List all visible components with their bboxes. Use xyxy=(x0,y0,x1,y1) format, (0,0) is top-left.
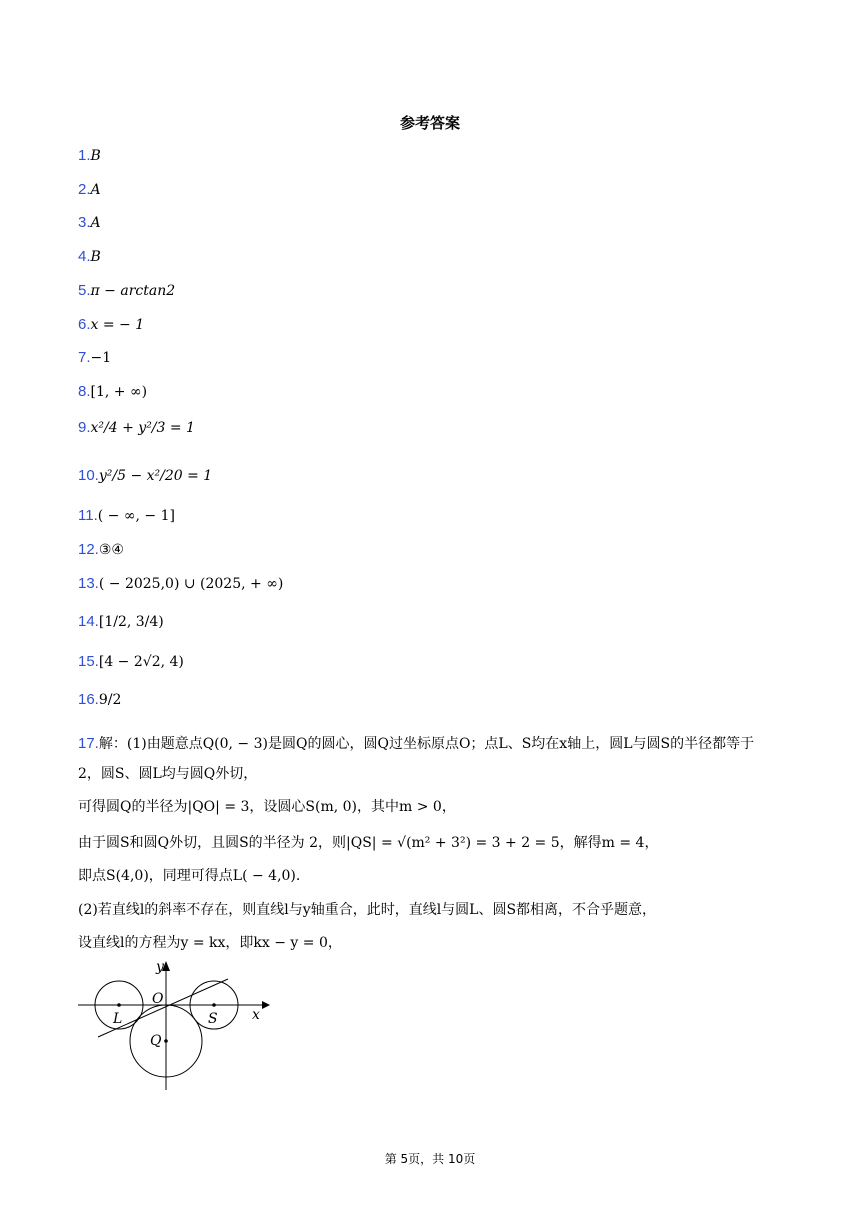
answer-text: π − arctan2 xyxy=(90,283,176,299)
answer-12 xyxy=(78,540,124,560)
answer-7 xyxy=(78,348,111,368)
answer-16 xyxy=(78,690,121,710)
answer-text: ③④ xyxy=(98,542,124,558)
answer-number: 15. xyxy=(78,653,99,670)
page-title: 参考答案 xyxy=(399,114,460,132)
answer-6 xyxy=(78,315,144,335)
answer-text: x = − 1 xyxy=(90,317,145,333)
geometry-figure xyxy=(72,955,272,1095)
answer-text: x²/4 + y²/3 = 1 xyxy=(90,420,195,436)
answer-text: B xyxy=(90,148,101,164)
label-S: S xyxy=(208,1011,218,1027)
answer-text: ( − 2025,0) ∪ (2025, + ∞) xyxy=(98,576,284,592)
label-y: y xyxy=(156,959,164,975)
answer-3 xyxy=(78,213,101,233)
answer-15 xyxy=(78,652,184,672)
solution-line-4: 由于圆S和圆Q外切，且圆S的半径为 2，则|QS| = √(m² + 3²) = 3 + 2 = 5，解得m = 4， xyxy=(78,835,659,851)
label-Q: Q xyxy=(150,1033,162,1049)
answer-text: A xyxy=(90,215,101,231)
answer-text: ( − ∞, − 1] xyxy=(97,508,175,524)
solution-line-3: 可得圆Q的半径为|QO| = 3，设圆心S(m, 0)，其中m > 0， xyxy=(78,799,456,815)
answer-14 xyxy=(78,612,164,632)
answer-text: 9/2 xyxy=(98,692,122,708)
solution-number: 17. xyxy=(78,735,99,752)
answer-4 xyxy=(78,247,101,267)
solution-line-5: 即点S(4,0)，同理可得点L( − 4,0). xyxy=(78,868,301,884)
answer-9 xyxy=(78,418,195,438)
point-S xyxy=(212,1003,216,1007)
answer-1 xyxy=(78,146,101,166)
answer-text: [1/2, 3/4) xyxy=(98,614,164,630)
label-L: L xyxy=(113,1011,123,1027)
answer-number: 13. xyxy=(78,575,99,592)
answer-number: 11. xyxy=(78,507,98,524)
x-axis-arrow xyxy=(262,1001,270,1009)
answer-number: 10. xyxy=(78,467,99,484)
answer-11 xyxy=(78,506,175,526)
answer-number: 16. xyxy=(78,691,99,708)
answer-text: [1, + ∞) xyxy=(90,384,148,400)
answer-2 xyxy=(78,180,101,200)
answer-text: −1 xyxy=(90,350,112,366)
answer-number: 3. xyxy=(78,214,91,231)
answer-number: 14. xyxy=(78,613,99,630)
solution-line-2: 2，圆S、圆L均与圆Q外切， xyxy=(78,766,258,782)
solution-line-6: (2)若直线l的斜率不存在，则直线l与y轴重合，此时，直线l与圆L、圆S都相离，不合乎题意， xyxy=(78,902,657,918)
answer-number: 6. xyxy=(78,316,91,333)
answer-number: 2. xyxy=(78,181,91,198)
answer-text: B xyxy=(90,249,101,265)
answer-text: y²/5 − x²/20 = 1 xyxy=(98,468,213,484)
answer-text: [4 − 2√2, 4) xyxy=(98,654,184,670)
answer-number: 8. xyxy=(78,383,91,400)
label-O: O xyxy=(152,991,164,1007)
answer-number: 12. xyxy=(78,541,99,558)
answer-13 xyxy=(78,574,283,594)
point-Q xyxy=(164,1039,168,1043)
answer-5 xyxy=(78,281,175,301)
answer-text: A xyxy=(90,182,101,198)
answer-number: 9. xyxy=(78,419,91,436)
solution-line-1: 17.解：(1)由题意点Q(0, − 3)是圆Q的圆心，圆Q过坐标原点O；点L、S均在x轴上，圆L与圆S的半径都等于 xyxy=(78,735,755,752)
answer-number: 4. xyxy=(78,248,91,265)
solution-line-7: 设直线l的方程为y = kx，即kx − y = 0， xyxy=(78,935,342,951)
page-footer: 第 5页，共 10页 xyxy=(384,1152,476,1166)
answer-8 xyxy=(78,382,147,402)
answer-10 xyxy=(78,466,212,486)
label-x: x xyxy=(252,1007,260,1023)
answer-number: 7. xyxy=(78,349,91,366)
answer-number: 1. xyxy=(78,147,91,164)
point-L xyxy=(117,1003,121,1007)
answer-number: 5. xyxy=(78,282,91,299)
